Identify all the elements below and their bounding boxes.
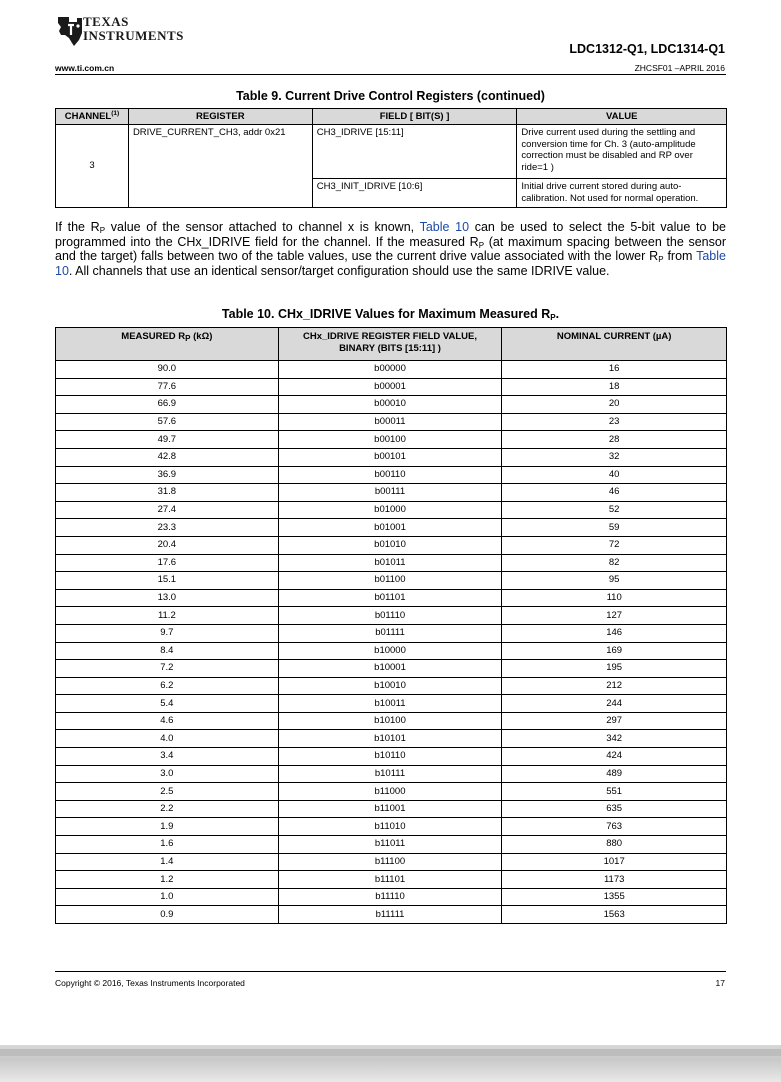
table10-link[interactable]: Table 10	[419, 220, 470, 234]
idrive-binary-cell: b11010	[278, 818, 502, 836]
table-row	[56, 589, 727, 607]
nominal-current-cell: 169	[502, 642, 727, 660]
header-rule	[55, 74, 726, 75]
measured-rp-cell: 27.4	[56, 501, 279, 519]
nominal-current-cell: 1173	[502, 871, 727, 889]
measured-rp-cell: 23.3	[56, 519, 279, 537]
measured-rp-cell: 1.0	[56, 888, 279, 906]
nominal-current-cell: 110	[502, 589, 727, 607]
nominal-current-cell: 40	[502, 466, 727, 484]
document-title: LDC1312-Q1, LDC1314-Q1	[569, 42, 725, 56]
nominal-current-cell: 32	[502, 448, 727, 466]
website-link[interactable]: www.ti.com.cn	[55, 63, 115, 73]
idrive-binary-cell: b00110	[278, 466, 502, 484]
logo-line-1: TEXAS	[83, 14, 129, 29]
nominal-current-cell: 551	[502, 783, 727, 801]
idrive-binary-cell: b10100	[278, 712, 502, 730]
table-row	[56, 361, 727, 379]
idrive-binary-cell: b11111	[278, 906, 502, 924]
measured-rp-cell: 42.8	[56, 448, 279, 466]
measured-rp-cell: 4.0	[56, 730, 279, 748]
table-row	[56, 378, 727, 396]
table10-header-row	[56, 328, 727, 361]
table-row	[56, 800, 727, 818]
idrive-binary-cell: b00101	[278, 448, 502, 466]
measured-rp-cell: 2.2	[56, 800, 279, 818]
footer-rule	[55, 971, 726, 972]
table-row	[56, 484, 727, 502]
table-row	[56, 660, 727, 678]
nominal-current-cell: 1017	[502, 853, 727, 871]
idrive-binary-cell: b01010	[278, 536, 502, 554]
table9-value-cell: Initial drive current stored during auto-calibration. Not used for normal operation.	[517, 179, 727, 208]
table-row	[56, 853, 727, 871]
table-row	[56, 572, 727, 590]
nominal-current-cell: 16	[502, 361, 727, 379]
idrive-binary-cell: b11101	[278, 871, 502, 889]
nominal-current-cell: 635	[502, 800, 727, 818]
table-row	[56, 765, 727, 783]
idrive-binary-cell: b01000	[278, 501, 502, 519]
table-row	[56, 888, 727, 906]
table10-header-field-value: CHx_IDRIVE REGISTER FIELD VALUE, BINARY (BITS [15:11] )	[278, 328, 502, 361]
table10-header-measured-rp: MEASURED $R_P$ (kΩ)	[56, 328, 279, 361]
nominal-current-cell: 244	[502, 695, 727, 713]
nominal-current-cell: 342	[502, 730, 727, 748]
nominal-current-cell: 20	[502, 396, 727, 414]
page-number: 17	[715, 978, 725, 988]
nominal-current-cell: 59	[502, 519, 727, 537]
measured-rp-cell: 1.6	[56, 836, 279, 854]
measured-rp-cell: 9.7	[56, 624, 279, 642]
table10-link[interactable]: Table 10	[55, 249, 726, 278]
idrive-binary-cell: b10011	[278, 695, 502, 713]
measured-rp-cell: 77.6	[56, 378, 279, 396]
idrive-binary-cell: b11110	[278, 888, 502, 906]
nominal-current-cell: 763	[502, 818, 727, 836]
measured-rp-cell: 15.1	[56, 572, 279, 590]
table9-header-value: VALUE	[517, 109, 727, 125]
measured-rp-cell: 17.6	[56, 554, 279, 572]
measured-rp-cell: 1.2	[56, 871, 279, 889]
logo-line-2: INSTRUMENTS	[83, 28, 184, 43]
viewer-bottom-bar	[0, 1045, 781, 1082]
table-row	[56, 413, 727, 431]
table9-field-cell: CH3_INIT_IDRIVE [10:6]	[312, 179, 517, 208]
table-row	[56, 431, 727, 449]
nominal-current-cell: 95	[502, 572, 727, 590]
idrive-binary-cell: b00011	[278, 413, 502, 431]
ti-wordmark	[83, 15, 184, 43]
idrive-binary-cell: b10010	[278, 677, 502, 695]
idrive-binary-cell: b01110	[278, 607, 502, 625]
table-row	[56, 712, 727, 730]
table-row	[56, 554, 727, 572]
nominal-current-cell: 52	[502, 501, 727, 519]
idrive-binary-cell: b11000	[278, 783, 502, 801]
measured-rp-cell: 31.8	[56, 484, 279, 502]
nominal-current-cell: 424	[502, 748, 727, 766]
measured-rp-cell: 57.6	[56, 413, 279, 431]
measured-rp-cell: 49.7	[56, 431, 279, 449]
measured-rp-cell: 6.2	[56, 677, 279, 695]
measured-rp-cell: 5.4	[56, 695, 279, 713]
table10	[55, 327, 727, 924]
nominal-current-cell: 195	[502, 660, 727, 678]
nominal-current-cell: 46	[502, 484, 727, 502]
table9-header-row	[56, 109, 727, 125]
nominal-current-cell: 82	[502, 554, 727, 572]
table-row	[56, 730, 727, 748]
table9-header-register: REGISTER	[128, 109, 312, 125]
nominal-current-cell: 146	[502, 624, 727, 642]
table-row	[56, 536, 727, 554]
idrive-binary-cell: b00001	[278, 378, 502, 396]
nominal-current-cell: 72	[502, 536, 727, 554]
measured-rp-cell: 11.2	[56, 607, 279, 625]
table-row	[56, 871, 727, 889]
idrive-binary-cell: b00010	[278, 396, 502, 414]
measured-rp-cell: 7.2	[56, 660, 279, 678]
idrive-binary-cell: b00111	[278, 484, 502, 502]
idrive-binary-cell: b01111	[278, 624, 502, 642]
table-row	[56, 466, 727, 484]
measured-rp-cell: 1.9	[56, 818, 279, 836]
table9-value-cell: Drive current used during the settling and conversion time for Ch. 3 (auto-amplitude correction must be disabled and RP over ride=1 )	[517, 125, 727, 179]
table-row	[56, 501, 727, 519]
table10-body	[56, 361, 727, 924]
document-id: ZHCSF01 –APRIL 2016	[634, 63, 725, 73]
nominal-current-cell: 880	[502, 836, 727, 854]
measured-rp-cell: 13.0	[56, 589, 279, 607]
table-row	[56, 624, 727, 642]
measured-rp-cell: 2.5	[56, 783, 279, 801]
table-row	[56, 818, 727, 836]
nominal-current-cell: 1563	[502, 906, 727, 924]
table-row	[56, 748, 727, 766]
table-row	[56, 396, 727, 414]
measured-rp-cell: 8.4	[56, 642, 279, 660]
table9	[55, 108, 727, 208]
table9-register-cell: DRIVE_CURRENT_CH3, addr 0x21	[128, 125, 312, 208]
table-row	[56, 677, 727, 695]
nominal-current-cell: 23	[502, 413, 727, 431]
idrive-binary-cell: b11001	[278, 800, 502, 818]
measured-rp-cell: 4.6	[56, 712, 279, 730]
table-row	[56, 836, 727, 854]
idrive-binary-cell: b10111	[278, 765, 502, 783]
table9-header-channel: CHANNEL$^{(1)}$	[56, 109, 129, 125]
table-row	[56, 642, 727, 660]
idrive-binary-cell: b01011	[278, 554, 502, 572]
measured-rp-cell: 20.4	[56, 536, 279, 554]
measured-rp-cell: 66.9	[56, 396, 279, 414]
nominal-current-cell: 28	[502, 431, 727, 449]
idrive-binary-cell: b00000	[278, 361, 502, 379]
idrive-binary-cell: b11100	[278, 853, 502, 871]
idrive-binary-cell: b01100	[278, 572, 502, 590]
table-row	[56, 695, 727, 713]
idrive-binary-cell: b10101	[278, 730, 502, 748]
measured-rp-cell: 3.4	[56, 748, 279, 766]
nominal-current-cell: 127	[502, 607, 727, 625]
viewer-separator	[0, 1049, 781, 1056]
table-row	[56, 448, 727, 466]
table-row	[56, 607, 727, 625]
table-row	[56, 783, 727, 801]
measured-rp-cell: 36.9	[56, 466, 279, 484]
idrive-binary-cell: b11011	[278, 836, 502, 854]
table-row	[56, 519, 727, 537]
nominal-current-cell: 297	[502, 712, 727, 730]
body-paragraph: If the $R_P$ value of the sensor attached to channel x is known, Table 10 can be used to select the 5-bit value to be programmed into the CHx_IDRIVE field for the channel. If the measured $R_P$ (at maximum spacing between the sensor and the target) falls between two of the table values, use the current drive value associated with the lower $R_P$ from Table 10. All channels that use an identical sensor/target configuration should use the same IDRIVE value.	[55, 220, 726, 278]
table10-header-nominal-current: NOMINAL CURRENT (µA)	[502, 328, 727, 361]
idrive-binary-cell: b00100	[278, 431, 502, 449]
nominal-current-cell: 18	[502, 378, 727, 396]
nominal-current-cell: 1355	[502, 888, 727, 906]
idrive-binary-cell: b10001	[278, 660, 502, 678]
idrive-binary-cell: b10000	[278, 642, 502, 660]
measured-rp-cell: 90.0	[56, 361, 279, 379]
measured-rp-cell: 0.9	[56, 906, 279, 924]
table9-header-field: FIELD [ BIT(S) ]	[312, 109, 517, 125]
table-row	[56, 906, 727, 924]
measured-rp-cell: 1.4	[56, 853, 279, 871]
table10-caption: Table 10. CHx_IDRIVE Values for Maximum Measured $R_P$.	[221, 307, 560, 322]
measured-rp-cell: 3.0	[56, 765, 279, 783]
nominal-current-cell: 212	[502, 677, 727, 695]
table-row	[56, 125, 727, 179]
idrive-binary-cell: b01101	[278, 589, 502, 607]
idrive-binary-cell: b10110	[278, 748, 502, 766]
idrive-binary-cell: b01001	[278, 519, 502, 537]
table9-caption: Table 9. Current Drive Control Registers (continued)	[236, 89, 545, 103]
table9-channel-cell: 3	[56, 125, 129, 208]
table9-field-cell: CH3_IDRIVE [15:11]	[312, 125, 517, 179]
copyright-text: Copyright © 2016, Texas Instruments Incorporated	[55, 978, 245, 988]
nominal-current-cell: 489	[502, 765, 727, 783]
